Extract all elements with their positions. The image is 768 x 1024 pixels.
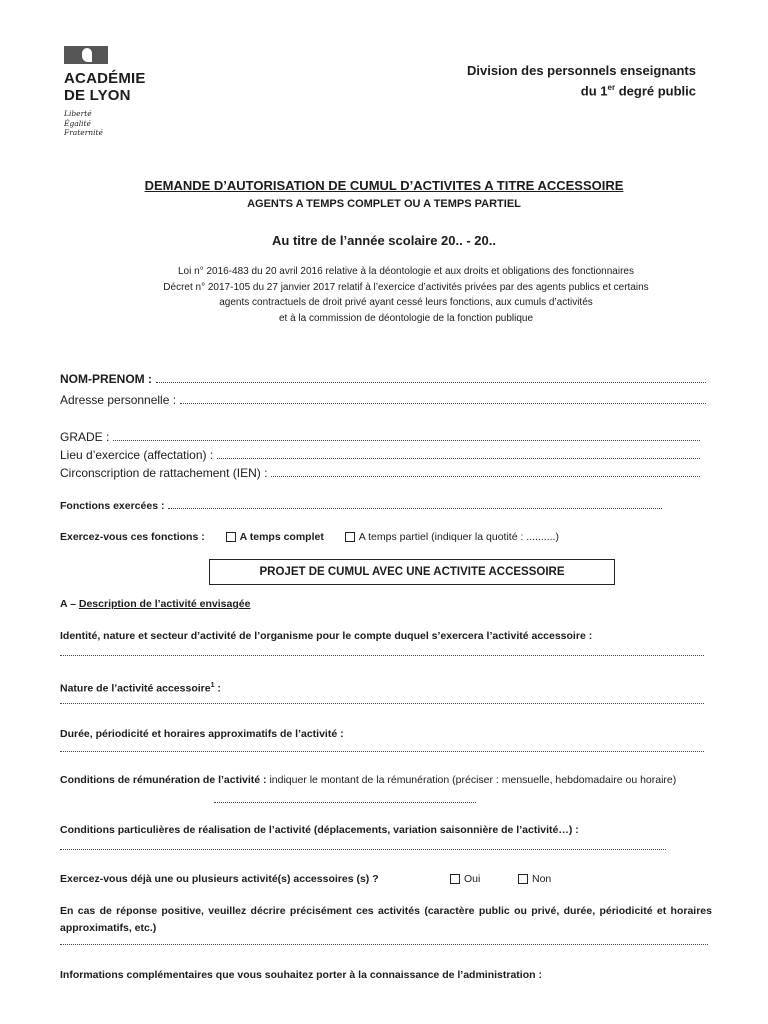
circonscription-field[interactable] (60, 466, 700, 480)
division-line2 (467, 79, 696, 99)
identite-question: Identité, nature et secteur d’activité de l’organisme pour le compte duquel s’exercera l’activité accessoire : (60, 630, 593, 642)
legal-line-2: Décret n° 2017-105 du 27 janvier 2017 relatif à l’exercice d’activités privées par des agents publics et certains (163, 281, 649, 293)
non-option[interactable] (518, 871, 551, 888)
nature-answer-line[interactable] (60, 703, 704, 704)
remuneration-label: Conditions de rémunération de l’activité : (60, 774, 267, 786)
section-a-heading (60, 598, 250, 610)
oui-option[interactable] (450, 871, 480, 888)
section-a-prefix: A – (60, 598, 79, 610)
nature-colon: : (214, 682, 221, 695)
grade-field[interactable] (60, 430, 700, 444)
academy-name (64, 70, 194, 104)
informations-question: Informations complémentaires que vous souhaitez porter à la connaissance de l’administration : (60, 969, 542, 981)
legal-line-4: et à la commission de déontologie de la fonction publique (278, 312, 534, 324)
nature-label: Nature de l’activité accessoire (60, 682, 211, 695)
academy-logo-block (64, 46, 194, 138)
fonctions-label: Fonctions exercées : (60, 500, 165, 512)
exercez-fonctions-row (60, 531, 559, 543)
temps-complet-label: A temps complet (239, 531, 324, 543)
legal-references (90, 264, 722, 326)
form-subtitle: AGENTS A TEMPS COMPLET OU A TEMPS PARTIEL (247, 198, 521, 210)
temps-partiel-option[interactable] (345, 531, 559, 543)
academy-name-line2: DE LYON (64, 87, 131, 104)
grade-label: GRADE : (60, 430, 110, 444)
fonctions-field[interactable] (60, 500, 662, 512)
legal-line-3: agents contractuels de droit privé ayant cessé leurs fonctions, aux cumuls d’activités (219, 297, 593, 308)
legal-line-1: Loi n° 2016-483 du 20 avril 2016 relative à la déontologie et aux droits et obligations des fonctionnaires (178, 266, 634, 277)
non-checkbox[interactable] (518, 874, 528, 884)
form-title: DEMANDE D’AUTORISATION DE CUMUL D’ACTIVITES A TITRE ACCESSOIRE (144, 178, 624, 193)
marianne-logo-icon (64, 46, 108, 64)
nom-prenom-field[interactable] (60, 372, 706, 386)
oui-label: Oui (464, 873, 481, 885)
remuneration-question (60, 772, 712, 789)
temps-partiel-checkbox[interactable] (345, 532, 355, 542)
particulieres-question: Conditions particulières de réalisation de l’activité (déplacements, variation saisonnière de l’activité…) : (60, 824, 579, 836)
projet-cumul-box: PROJET DE CUMUL AVEC UNE ACTIVITE ACCESSOIRE (209, 559, 615, 585)
division-line2-post: degré public (615, 83, 696, 99)
school-year-title: Au titre de l’année scolaire 20.. - 20.. (272, 233, 496, 248)
temps-complet-option[interactable] (226, 531, 324, 543)
deja-question: Exercez-vous déjà une ou plusieurs activité(s) accessoires (s) ? (60, 873, 379, 885)
academy-name-line1: ACADÉMIE (64, 70, 146, 87)
circonscription-label: Circonscription de rattachement (IEN) : (60, 466, 268, 480)
positive-question: En cas de réponse positive, veuillez décrire précisément ces activités (caractère public ou privé, durée, périodicité et horaires approximatifs, etc.) (60, 905, 712, 934)
oui-checkbox[interactable] (450, 874, 460, 884)
motto-egalite: Égalité (64, 118, 91, 128)
division-line2-sup: er (607, 83, 616, 92)
particulieres-answer-line[interactable] (60, 849, 666, 850)
temps-complet-checkbox[interactable] (226, 532, 236, 542)
temps-partiel-label: A temps partiel (indiquer la quotité : ..........) (358, 531, 559, 543)
identite-answer-line[interactable] (60, 655, 704, 656)
division-line1: Division des personnels enseignants (466, 63, 696, 78)
nature-question (60, 677, 712, 698)
positive-answer-line[interactable] (60, 944, 708, 945)
adresse-label: Adresse personnelle : (60, 393, 177, 407)
remuneration-instructions: indiquer le montant de la rémunération (préciser : mensuelle, hebdomadaire ou horaire) (266, 774, 677, 786)
motto-liberte: Liberté (64, 109, 92, 118)
nature-footnote: 1 (210, 682, 215, 689)
duree-question: Durée, périodicité et horaires approximatifs de l’activité : (60, 728, 344, 740)
lieu-exercice-label: Lieu d’exercice (affectation) : (60, 448, 214, 462)
section-a-title: Description de l’activité envisagée (78, 598, 251, 610)
nom-prenom-label: NOM-PRENOM : (60, 372, 152, 386)
lieu-exercice-field[interactable] (60, 448, 700, 462)
duree-answer-line[interactable] (60, 751, 704, 752)
republic-motto (64, 109, 194, 138)
motto-fraternite: Fraternité (64, 128, 103, 137)
exercez-label: Exercez-vous ces fonctions : (60, 531, 205, 543)
remuneration-answer-line[interactable] (214, 802, 476, 803)
division-heading (467, 62, 696, 99)
adresse-field[interactable] (60, 393, 706, 407)
division-line2-pre: du 1 (580, 83, 608, 99)
non-label: Non (532, 873, 552, 885)
